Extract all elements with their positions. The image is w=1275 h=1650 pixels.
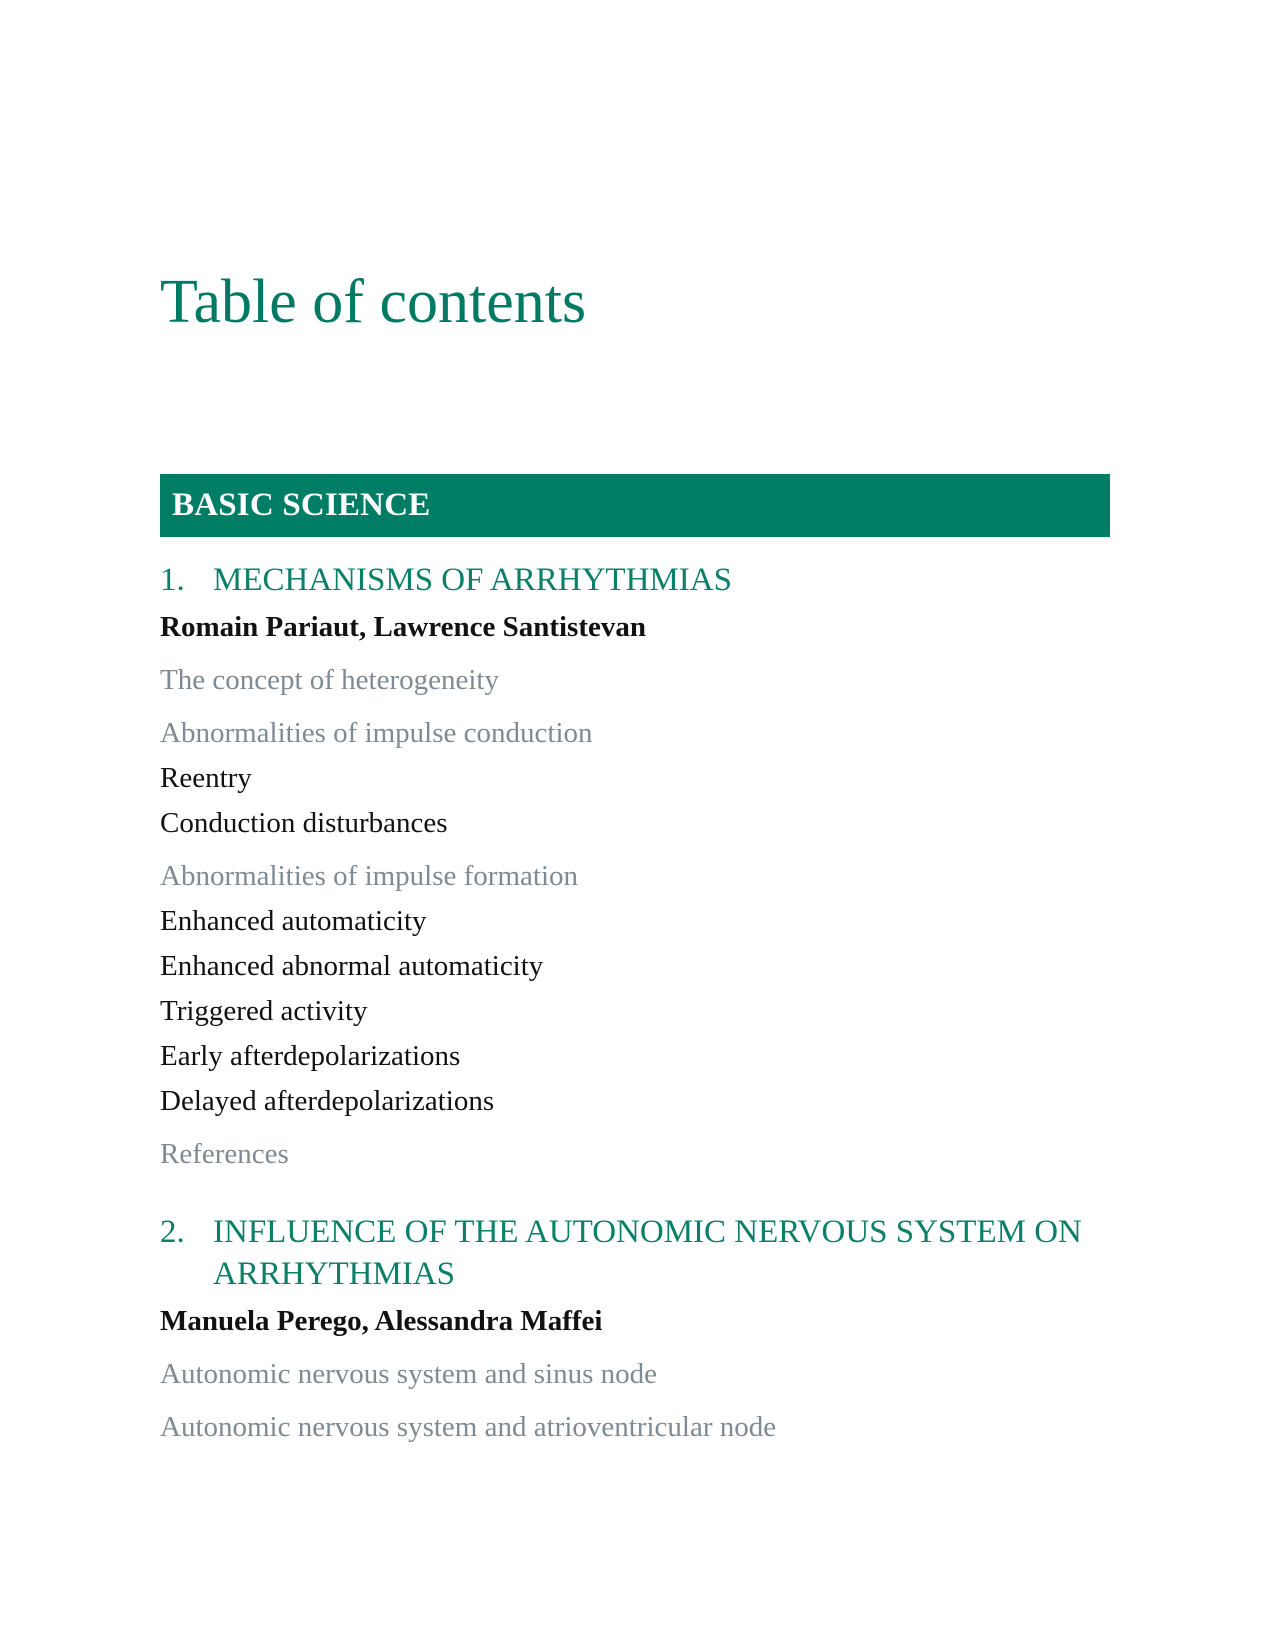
section-banner-basic-science: [160, 474, 1110, 537]
toc-subentry[interactable]: Early afterdepolarizations: [160, 1040, 461, 1072]
toc-subentry[interactable]: Delayed afterdepolarizations: [160, 1085, 495, 1117]
toc-entry[interactable]: The concept of heterogeneity: [160, 664, 499, 696]
chapter-entries: [160, 662, 1120, 1172]
chapter-authors: Romain Pariaut, Lawrence Santistevan: [160, 611, 647, 643]
toc-subentry[interactable]: Reentry: [160, 762, 252, 794]
toc-entry[interactable]: Autonomic nervous system and sinus node: [160, 1358, 657, 1390]
chapter-2: [160, 1211, 1120, 1445]
section-banner-label: BASIC SCIENCE: [172, 487, 431, 523]
chapter-heading[interactable]: [160, 559, 1120, 601]
chapter-entries: [160, 1356, 1120, 1445]
chapter-1: [160, 559, 1120, 1172]
chapter-authors: Manuela Perego, Alessandra Maffei: [160, 1305, 603, 1337]
toc-subentry[interactable]: Enhanced abnormal automaticity: [160, 950, 544, 982]
chapter-heading[interactable]: [160, 1211, 1120, 1295]
toc-entry[interactable]: Autonomic nervous system and atrioventricular node: [160, 1411, 777, 1443]
page-title: Table of contents: [160, 268, 587, 336]
toc-subentry[interactable]: Conduction disturbances: [160, 807, 448, 839]
toc-subentry[interactable]: Enhanced automaticity: [160, 905, 427, 937]
chapter-title: INFLUENCE OF THE AUTONOMIC NERVOUS SYSTEM ON ARRHYTHMIAS: [213, 1214, 1082, 1292]
toc-entry[interactable]: Abnormalities of impulse conduction: [160, 717, 593, 749]
chapter-number: 1.: [160, 562, 185, 598]
chapter-title: MECHANISMS OF ARRHYTHMIAS: [213, 562, 732, 598]
toc-entry[interactable]: Abnormalities of impulse formation: [160, 860, 579, 892]
chapter-number: 2.: [160, 1214, 185, 1250]
toc-subentry[interactable]: Triggered activity: [160, 995, 368, 1027]
toc-entry[interactable]: References: [160, 1138, 289, 1170]
